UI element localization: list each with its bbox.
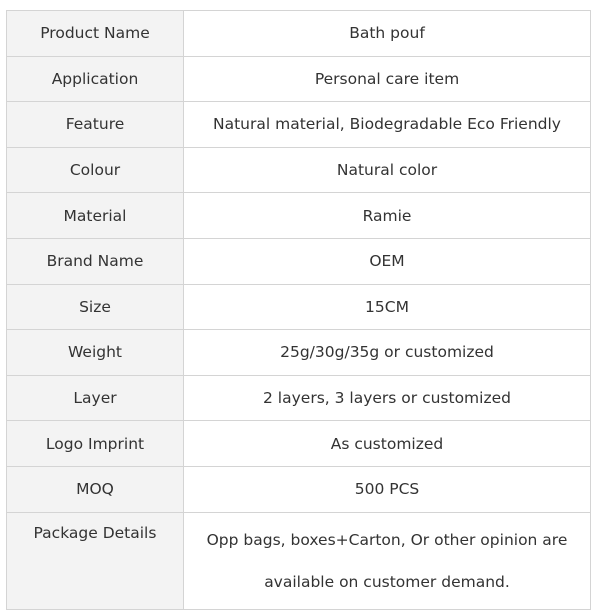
table-row-application — [7, 56, 591, 102]
table-row-package-details — [7, 512, 591, 609]
table-row-size — [7, 284, 591, 330]
table-row-feature — [7, 102, 591, 148]
row-label: Package Details — [7, 512, 184, 609]
row-value: Personal care item — [184, 56, 591, 102]
product-spec-table — [6, 10, 591, 610]
row-label: MOQ — [7, 466, 184, 512]
table-row-colour — [7, 147, 591, 193]
row-label: Material — [7, 193, 184, 239]
row-label: Layer — [7, 375, 184, 421]
row-value: 500 PCS — [184, 466, 591, 512]
row-value: As customized — [184, 421, 591, 467]
row-value: Natural material, Biodegradable Eco Friendly — [184, 102, 591, 148]
row-label: Application — [7, 56, 184, 102]
row-label: Colour — [7, 147, 184, 193]
row-value-line: available on customer demand. — [264, 572, 510, 591]
row-value: 25g/30g/35g or customized — [184, 330, 591, 376]
table-row-material — [7, 193, 591, 239]
row-label: Product Name — [7, 11, 184, 57]
row-value: Natural color — [184, 147, 591, 193]
table-row-moq — [7, 466, 591, 512]
row-label: Weight — [7, 330, 184, 376]
row-value: 15CM — [184, 284, 591, 330]
row-value — [184, 512, 591, 609]
table-row-weight — [7, 330, 591, 376]
spec-table-container — [6, 10, 591, 610]
row-label: Feature — [7, 102, 184, 148]
table-row-product-name — [7, 11, 591, 57]
row-label: Size — [7, 284, 184, 330]
row-value: Bath pouf — [184, 11, 591, 57]
row-value-line: Opp bags, boxes+Carton, Or other opinion are — [206, 530, 568, 549]
table-row-brand-name — [7, 238, 591, 284]
row-value: Ramie — [184, 193, 591, 239]
table-row-logo-imprint — [7, 421, 591, 467]
table-row-layer — [7, 375, 591, 421]
row-value: OEM — [184, 238, 591, 284]
row-label: Logo Imprint — [7, 421, 184, 467]
row-value: 2 layers, 3 layers or customized — [184, 375, 591, 421]
row-label: Brand Name — [7, 238, 184, 284]
